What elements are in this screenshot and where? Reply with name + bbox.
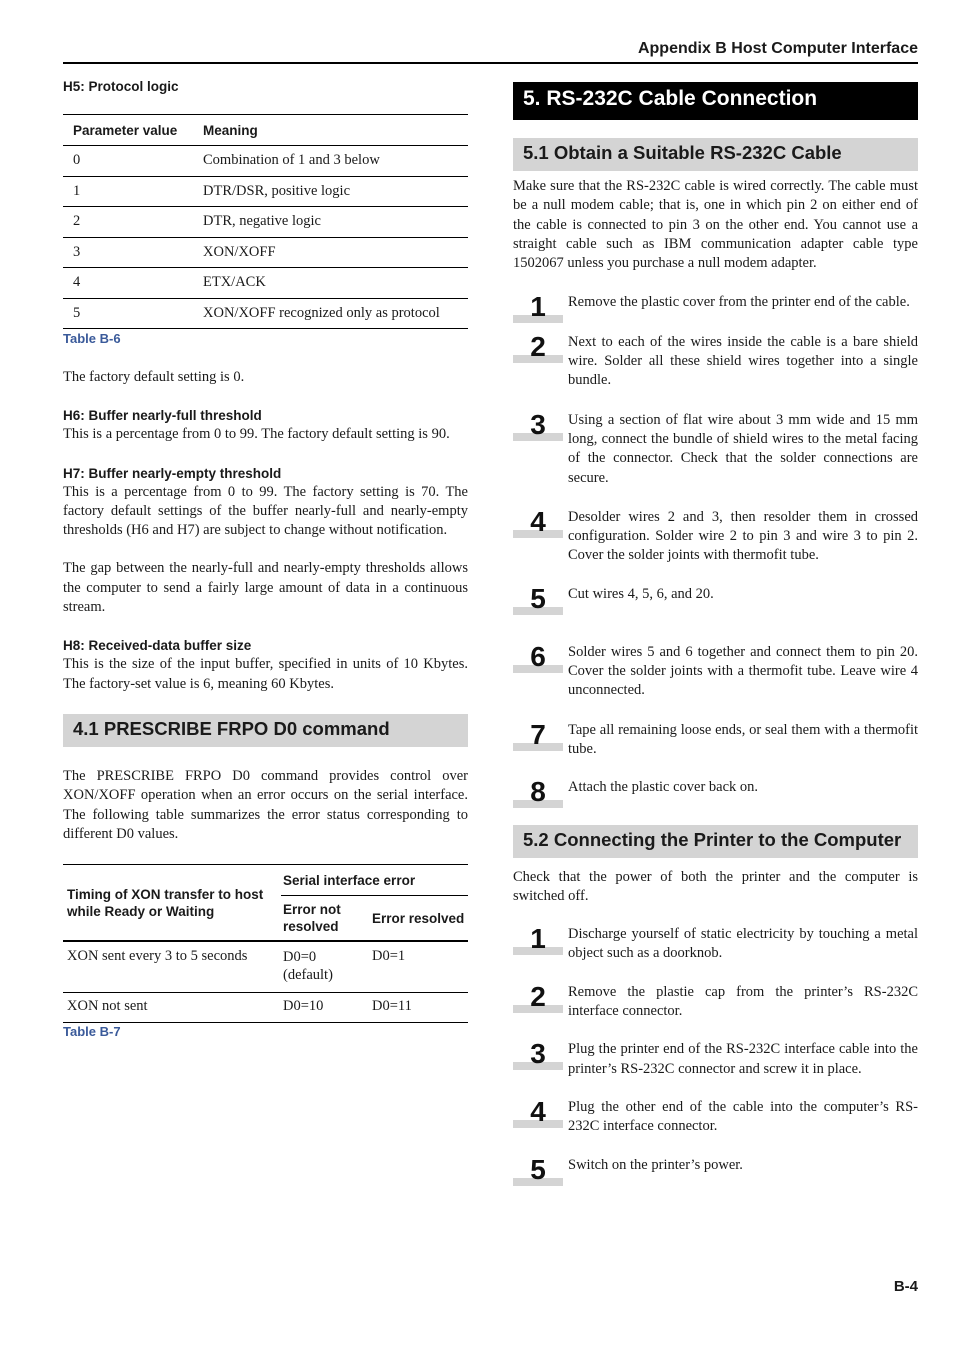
h6-heading: H6: Buffer nearly-full threshold <box>63 408 262 424</box>
table-cell: 4 <box>63 268 193 299</box>
column-header: Error not resolved <box>281 896 370 942</box>
step-item <box>513 718 918 760</box>
right-column <box>513 82 918 1185</box>
step-text: Cut wires 4, 5, 6, and 20. <box>568 585 714 602</box>
table-header-row <box>63 865 468 896</box>
step-item <box>513 291 918 323</box>
h6-text: This is a percentage from 0 to 99. The factory default setting is 90. <box>63 426 450 443</box>
step-text: Attach the plastic cover back on. <box>568 779 759 796</box>
table-row <box>63 146 468 177</box>
step-text: Remove the plastic cover from the printer end of the cable. <box>568 294 910 311</box>
table-cell: D0=1 <box>370 941 468 993</box>
steps-5-2 <box>513 923 918 1185</box>
table-row <box>63 268 468 299</box>
step-number: 2 <box>513 983 563 1017</box>
step-item <box>513 582 918 623</box>
section-5-heading: 5. RS-232C Cable Connection <box>513 82 918 120</box>
step-item <box>513 980 918 1022</box>
step-number: 3 <box>513 1040 563 1074</box>
step-number: 5 <box>513 585 563 619</box>
step-text: Using a section of flat wire about 3 mm wide and 15 mm long, connect the bundle of shield wires to the metal facing of the connector. Check that the solder connections are secure. <box>568 411 918 486</box>
table-cell: 3 <box>63 237 193 268</box>
section-4-1-heading: 4.1 PRESCRIBE FRPO D0 command <box>63 714 468 747</box>
table-cell: XON/XOFF recognized only as protocol <box>193 298 468 329</box>
table-cell: Combination of 1 and 3 below <box>193 146 468 177</box>
table-cell: XON not sent <box>63 993 281 1023</box>
column-header: Error resolved <box>370 896 468 942</box>
step-number: 4 <box>513 1098 563 1132</box>
step-item <box>513 505 918 566</box>
step-number: 1 <box>513 925 563 959</box>
step-number: 8 <box>513 778 563 812</box>
table-cell: DTR/DSR, positive logic <box>193 176 468 207</box>
table-cell: D0=0 (default) <box>281 941 370 993</box>
table-cell: XON sent every 3 to 5 seconds <box>63 941 281 993</box>
h7-text: This is a percentage from 0 to 99. The factory setting is 70. The factory default settings of the buffer nearly-full and nearly-empty thresholds (H6 and H7) are subject to change without notification. <box>63 483 468 539</box>
section-4-1-text: The PRESCRIBE FRPO D0 command provides control over XON/XOFF operation when an error occurs on the serial interface. The following table summarizes the error status corresponding to different D0 values. <box>63 767 468 842</box>
page-number: B-4 <box>893 1278 918 1295</box>
step-number: 7 <box>513 721 563 755</box>
step-number: 5 <box>513 1156 563 1190</box>
step-item <box>513 1153 918 1185</box>
step-text: Plug the other end of the cable into the computer’s RS-232C interface connector. <box>568 1098 918 1135</box>
group-header: Serial interface error <box>281 865 468 896</box>
table-header-row <box>63 115 468 146</box>
step-number: 2 <box>513 333 563 367</box>
step-item <box>513 1040 918 1079</box>
step-number: 6 <box>513 643 563 677</box>
step-text: Solder wires 5 and 6 together and connect them to pin 20. Cover the solder joints with a thermofit tube. Leave wire 4 unconnected. <box>568 643 918 699</box>
table-row <box>63 176 468 207</box>
step-text: Discharge yourself of static electricity by touching a metal object such as a doorknob. <box>568 926 918 962</box>
step-item <box>513 408 918 488</box>
step-text: Tape all remaining loose ends, or seal them with a thermofit tube. <box>568 721 918 757</box>
table-cell: 5 <box>63 298 193 329</box>
step-text: Switch on the printer’s power. <box>568 1156 743 1173</box>
h5-heading: H5: Protocol logic <box>63 79 179 94</box>
step-item <box>513 640 918 701</box>
table-cell: D0=10 <box>281 993 370 1023</box>
h8-heading: H8: Received-data buffer size <box>63 638 252 654</box>
steps-5-1 <box>513 291 918 808</box>
table-cell: 1 <box>63 176 193 207</box>
table-row <box>63 993 468 1023</box>
table-row <box>63 237 468 268</box>
step-item <box>513 1095 918 1137</box>
column-header: Parameter value <box>63 115 193 146</box>
section-5-1-text: Make sure that the RS-232C cable is wired correctly. The cable must be a null modem cable; that is, one in which pin 2 on either end of the cable is connected to pin 3 on the other end. You cannot use a straight cable such as IBM communication adapter cable type 1502067 unless you purchase a null modem adapter. <box>513 178 918 272</box>
step-item <box>513 925 918 964</box>
h8-text: This is the size of the input buffer, specified in units of 10 Kbytes. The factory-set value is 6, meaning 60 Kbytes. <box>63 656 468 692</box>
table-row <box>63 298 468 329</box>
table-caption: Table B-6 <box>63 331 121 346</box>
gap-text: The gap between the nearly-full and nearly-empty thresholds allows the computer to send a fairly large amount of data in a continuous stream. <box>63 560 468 616</box>
column-header: Meaning <box>193 115 468 146</box>
factory-default-text: The factory default setting is 0. <box>63 369 245 385</box>
table-cell: ETX/ACK <box>193 268 468 299</box>
step-item <box>513 776 918 808</box>
h7-heading: H7: Buffer nearly-empty threshold <box>63 465 282 481</box>
table-cell: XON/XOFF <box>193 237 468 268</box>
table-cell: DTR, negative logic <box>193 207 468 238</box>
table-cell: 2 <box>63 207 193 238</box>
left-column <box>63 77 468 1041</box>
step-text: Desolder wires 2 and 3, then resolder them in crossed configuration. Solder wire 2 to pin 3 and wire 3 to pin 2. Cover the solder joints with thermofit tube. <box>568 508 918 564</box>
section-5-1-heading: 5.1 Obtain a Suitable RS-232C Cable <box>513 138 918 171</box>
page-header-title: Appendix B Host Computer Interface <box>637 40 918 57</box>
header-rule <box>63 62 918 64</box>
table-cell: 0 <box>63 146 193 177</box>
section-5-2-text: Check that the power of both the printer and the computer is switched off. <box>513 868 918 904</box>
table-row <box>63 941 468 993</box>
section-5-2-heading: 5.2 Connecting the Printer to the Computer <box>513 825 918 858</box>
step-text: Remove the plastie cap from the printer’s RS-232C interface connector. <box>568 983 918 1020</box>
step-number: 4 <box>513 508 563 542</box>
step-text: Plug the printer end of the RS-232C interface cable into the printer’s RS-232C connector and screw it in place. <box>568 1041 918 1077</box>
step-number: 1 <box>513 293 563 327</box>
step-item <box>513 330 918 391</box>
step-number: 3 <box>513 411 563 445</box>
table-b6 <box>63 114 468 329</box>
table-row <box>63 207 468 238</box>
table-caption: Table B-7 <box>63 1024 121 1040</box>
step-text: Next to each of the wires inside the cable is a bare shield wire. Solder all these shield wires together into a single bundle. <box>568 333 918 389</box>
table-cell: D0=11 <box>370 993 468 1023</box>
table-b7 <box>63 864 468 1023</box>
row-header: Timing of XON transfer to host while Ready or Waiting <box>63 865 281 942</box>
